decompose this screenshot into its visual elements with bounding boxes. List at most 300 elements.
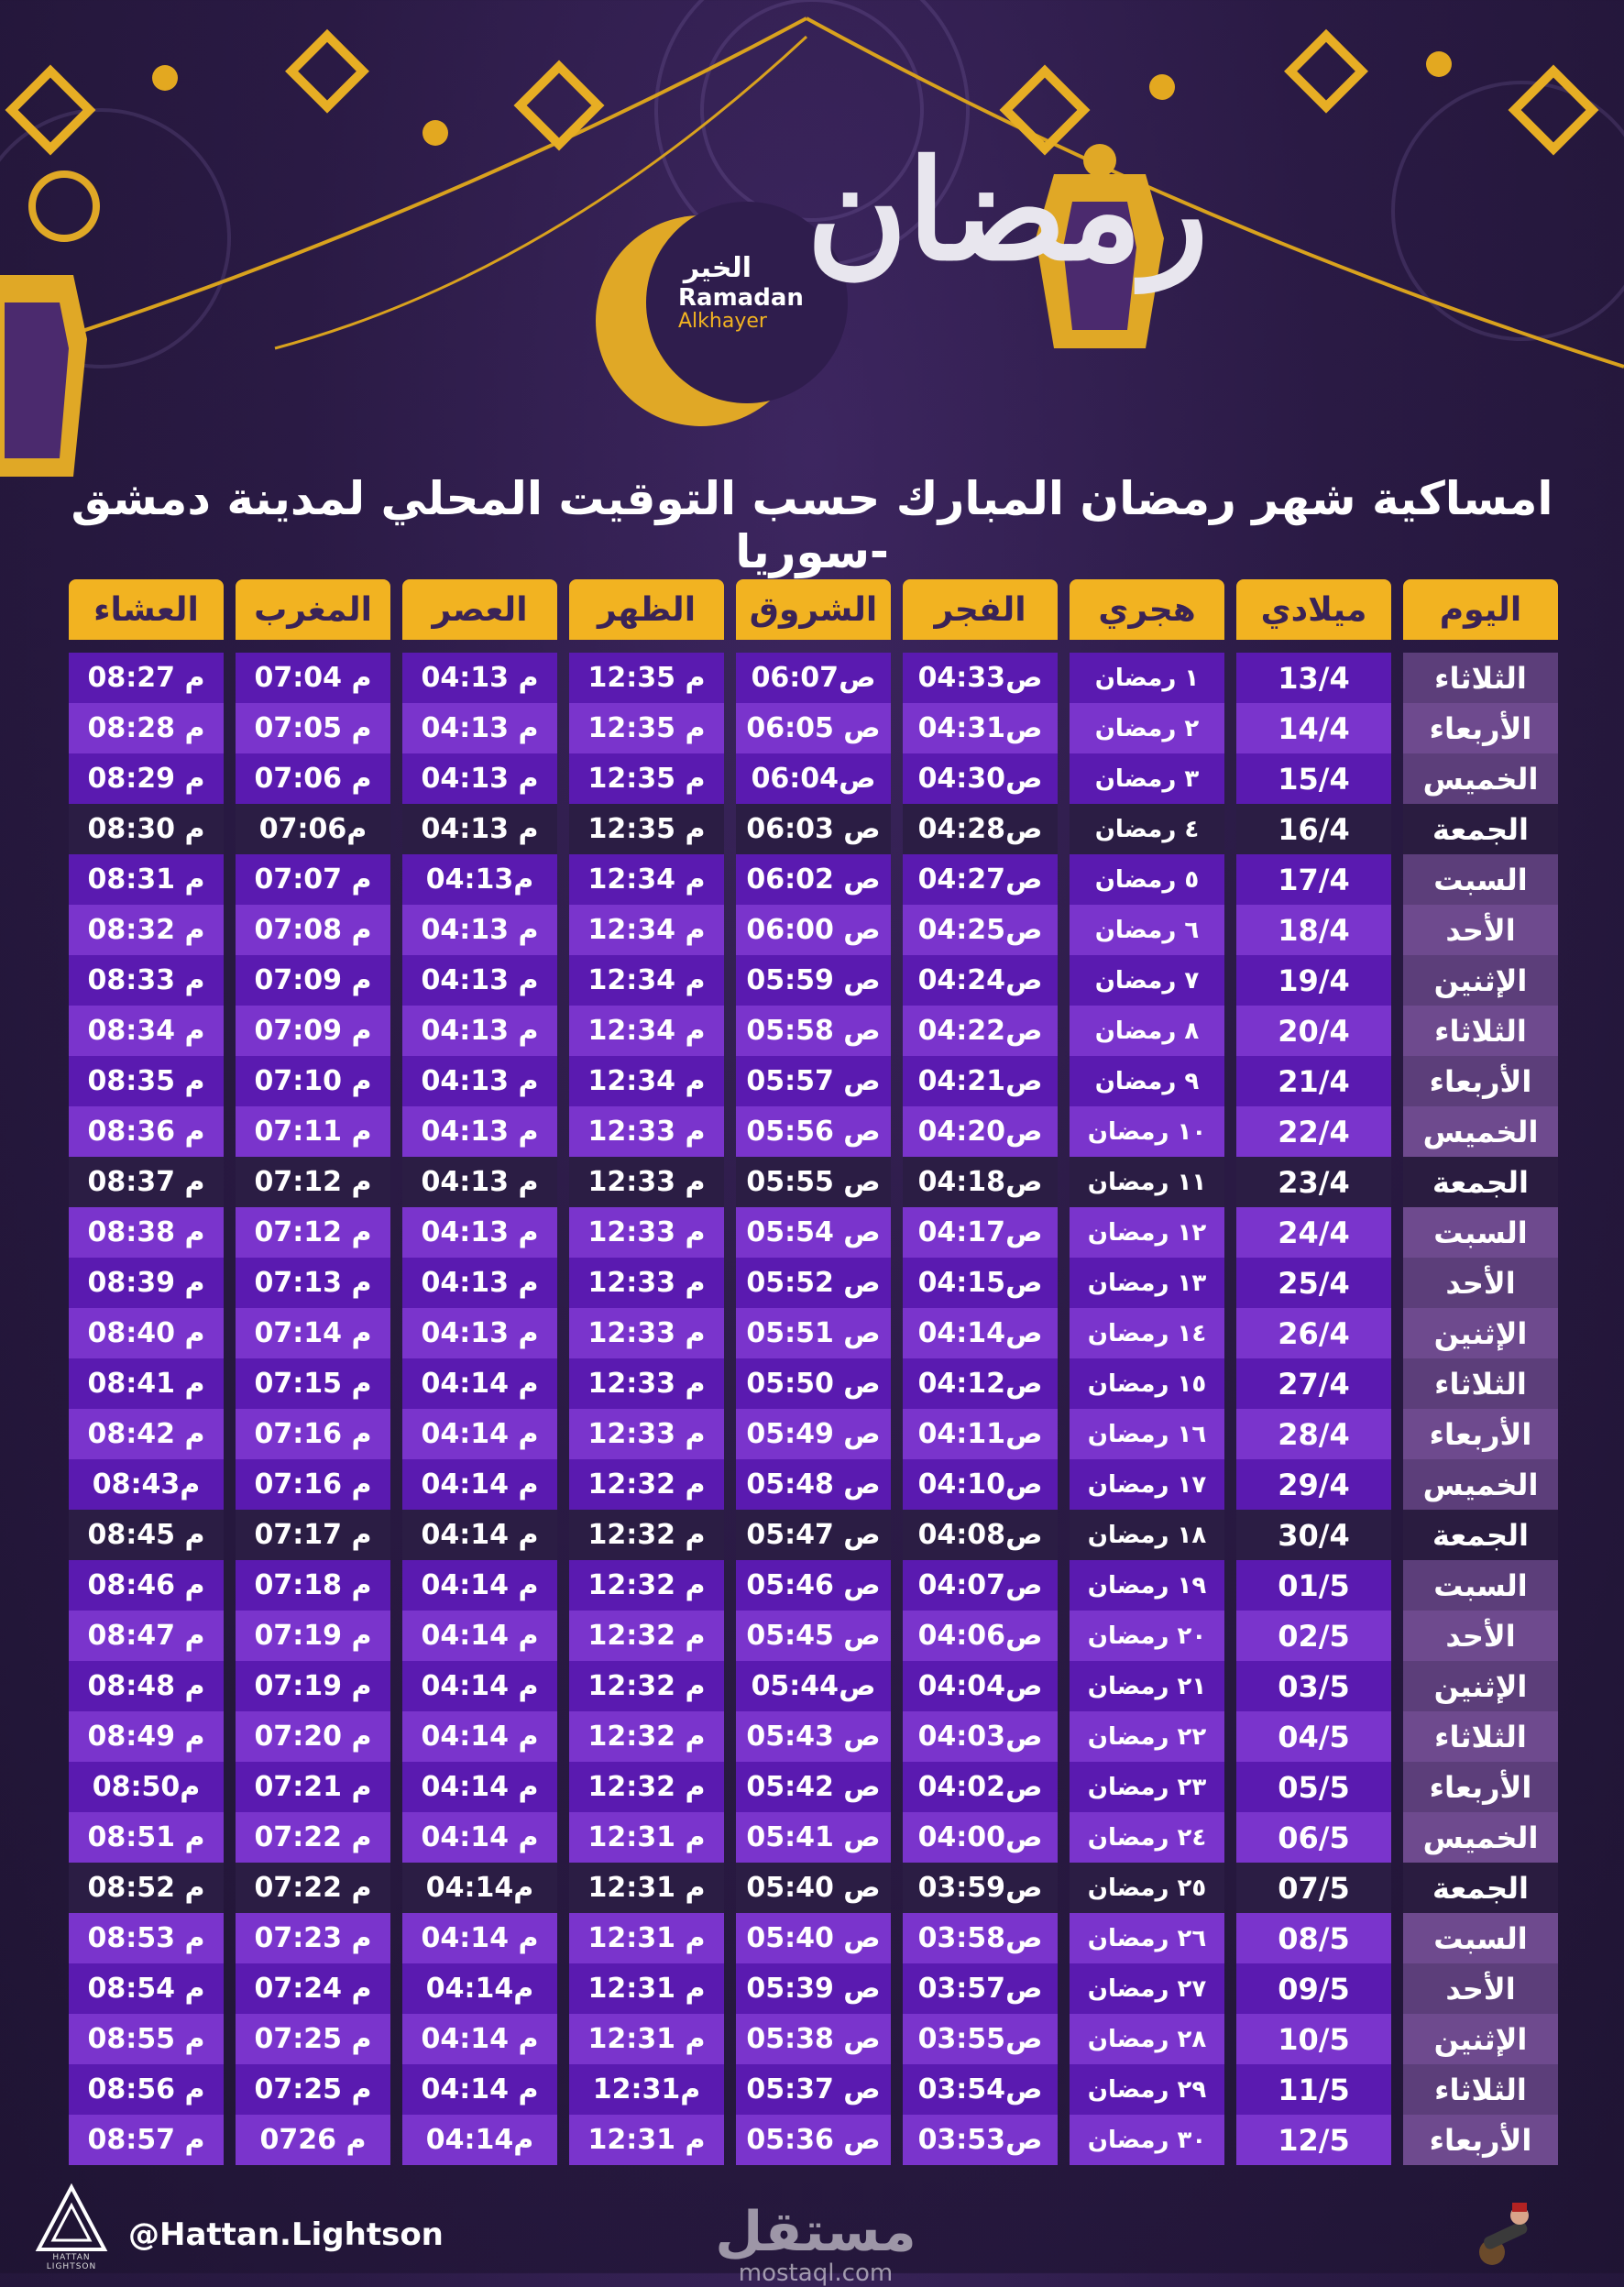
table-row [64,1711,1558,1762]
cell-isha: م 08:49 [69,1711,224,1762]
cell-gregorian: 07/5 [1236,1863,1391,1913]
cell-gregorian: 02/5 [1236,1611,1391,1661]
cell-gregorian: 01/5 [1236,1560,1391,1611]
cell-day: السبت [1403,1913,1558,1963]
cell-maghrib: م 07:19 [236,1611,390,1661]
table-row [64,1409,1558,1459]
cell-isha: م 08:33 [69,955,224,1006]
cell-dhuhr: م 12:33 [569,1308,724,1358]
cell-isha: م 08:36 [69,1106,224,1157]
cell-isha: م 08:57 [69,2115,224,2165]
imsakiya-table [64,579,1558,2165]
cell-asr: م 04:14 [402,2014,557,2064]
cell-hijri: ٢٣ رمضان [1070,1762,1224,1812]
cell-isha: م 08:27 [69,653,224,703]
cell-isha: م 08:55 [69,2014,224,2064]
cell-asr: م 04:14 [402,1661,557,1711]
cell-gregorian: 11/5 [1236,2064,1391,2115]
column-header-day: اليوم [1403,579,1558,640]
cell-dhuhr: م12:31 [569,2064,724,2115]
cell-hijri: ٢٠ رمضان [1070,1611,1224,1661]
table-row [64,703,1558,753]
cell-hijri: ٢٨ رمضان [1070,2014,1224,2064]
cell-gregorian: 12/5 [1236,2115,1391,2165]
cell-maghrib: م 07:07 [236,854,390,905]
cell-hijri: ٢٤ رمضان [1070,1812,1224,1863]
cell-maghrib: م 07:06 [236,753,390,804]
table-row [64,1106,1558,1157]
cell-hijri: ٢١ رمضان [1070,1661,1224,1711]
page-title: امساكية شهر رمضان المبارك حسب التوقيت المحلي لمدينة دمشق -سوريا [71,472,1553,578]
cell-dhuhr: م 12:32 [569,1459,724,1510]
cell-asr: م 04:14 [402,1812,557,1863]
cell-asr: م 04:14 [402,1459,557,1510]
cell-day: الإثنين [1403,1308,1558,1358]
cell-asr: م 04:14 [402,1913,557,1963]
cell-asr: م 04:14 [402,1510,557,1560]
cell-gregorian: 28/4 [1236,1409,1391,1459]
cell-fajr: ص04:02 [903,1762,1058,1812]
cell-hijri: ١ رمضان [1070,653,1224,703]
cell-fajr: ص04:21 [903,1056,1058,1106]
cell-gregorian: 18/4 [1236,905,1391,955]
cell-day: الإثنين [1403,1661,1558,1711]
table-row [64,1006,1558,1056]
logo-label: HATTAN LIGHTSON [46,2253,97,2271]
table-row [64,2064,1558,2115]
cell-hijri: ٢٦ رمضان [1070,1913,1224,1963]
cell-fajr: ص04:25 [903,905,1058,955]
cell-fajr: ص04:10 [903,1459,1058,1510]
cell-dhuhr: م 12:33 [569,1358,724,1409]
table-row [64,1207,1558,1258]
cell-hijri: ٢٢ رمضان [1070,1711,1224,1762]
cell-dhuhr: م 12:35 [569,804,724,854]
cell-dhuhr: م 12:31 [569,1863,724,1913]
cell-maghrib: م 07:11 [236,1106,390,1157]
cell-fajr: ص04:20 [903,1106,1058,1157]
cell-hijri: ٩ رمضان [1070,1056,1224,1106]
cell-fajr: ص04:06 [903,1611,1058,1661]
cell-day: الخميس [1403,1106,1558,1157]
cell-day: الأحد [1403,1258,1558,1308]
cell-day: الخميس [1403,1459,1558,1510]
cell-asr: م 04:13 [402,653,557,703]
cell-day: الجمعة [1403,1157,1558,1207]
cell-sunrise: ص 05:37 [736,2064,891,2115]
column-header-gregorian: ميلادي [1236,579,1391,640]
table-row [64,1611,1558,1661]
cell-hijri: ٢٥ رمضان [1070,1863,1224,1913]
cell-sunrise: ص 05:40 [736,1913,891,1963]
cell-asr: م 04:14 [402,1711,557,1762]
cell-fajr: ص03:58 [903,1913,1058,1963]
cell-maghrib: م 07:23 [236,1913,390,1963]
cell-dhuhr: م 12:32 [569,1611,724,1661]
table-row [64,1661,1558,1711]
table-row [64,1863,1558,1913]
cell-gregorian: 08/5 [1236,1913,1391,1963]
cell-gregorian: 22/4 [1236,1106,1391,1157]
cell-maghrib: م 07:09 [236,955,390,1006]
cell-hijri: ١١ رمضان [1070,1157,1224,1207]
cell-dhuhr: م 12:31 [569,1963,724,2014]
cell-isha: م 08:45 [69,1510,224,1560]
cell-fajr: ص03:59 [903,1863,1058,1913]
cell-sunrise: ص 05:38 [736,2014,891,2064]
cell-fajr: ص04:17 [903,1207,1058,1258]
cell-day: السبت [1403,1560,1558,1611]
cell-gregorian: 29/4 [1236,1459,1391,1510]
cell-maghrib: م 07:19 [236,1661,390,1711]
cell-sunrise: ص 05:43 [736,1711,891,1762]
table-row [64,1258,1558,1308]
cell-day: الثلاثاء [1403,653,1558,703]
cell-hijri: ٣ رمضان [1070,753,1224,804]
table-row [64,1056,1558,1106]
cell-sunrise: ص 05:52 [736,1258,891,1308]
cell-asr: م 04:13 [402,1207,557,1258]
cell-fajr: ص04:07 [903,1560,1058,1611]
cell-fajr: ص04:03 [903,1711,1058,1762]
cell-isha: م 08:39 [69,1258,224,1308]
cell-isha: م 08:29 [69,753,224,804]
cell-day: الإثنين [1403,2014,1558,2064]
cell-gregorian: 27/4 [1236,1358,1391,1409]
cell-sunrise: ص 06:00 [736,905,891,955]
logo-english-subtitle: Alkhayer [678,310,767,333]
cell-day: الجمعة [1403,1510,1558,1560]
cell-isha: م 08:35 [69,1056,224,1106]
cell-dhuhr: م 12:33 [569,1258,724,1308]
cell-isha: م 08:46 [69,1560,224,1611]
cell-day: الخميس [1403,753,1558,804]
cell-maghrib: م 07:12 [236,1157,390,1207]
cell-fajr: ص04:04 [903,1661,1058,1711]
cell-maghrib: م 07:04 [236,653,390,703]
cell-maghrib: م 07:10 [236,1056,390,1106]
cell-fajr: ص04:30 [903,753,1058,804]
cell-fajr: ص04:24 [903,955,1058,1006]
star-ornament-icon [12,36,1593,149]
cell-isha: م 08:34 [69,1006,224,1056]
cell-gregorian: 15/4 [1236,753,1391,804]
cell-maghrib: م 07:18 [236,1560,390,1611]
table-row [64,1157,1558,1207]
cell-day: الخميس [1403,1812,1558,1863]
cell-maghrib: م 07:12 [236,1207,390,1258]
cell-sunrise: ص 05:39 [736,1963,891,2014]
cell-day: الثلاثاء [1403,1711,1558,1762]
cell-asr: م 04:14 [402,1762,557,1812]
cell-maghrib: م 07:20 [236,1711,390,1762]
cell-hijri: ٥ رمضان [1070,854,1224,905]
cell-asr: م 04:14 [402,1560,557,1611]
cell-dhuhr: م 12:33 [569,1106,724,1157]
cell-asr: م04:14 [402,2115,557,2165]
cell-maghrib: م 07:17 [236,1510,390,1560]
cell-dhuhr: م 12:34 [569,1056,724,1106]
cell-asr: م 04:13 [402,804,557,854]
column-header-fajr: الفجر [903,579,1058,640]
table-row [64,1560,1558,1611]
cell-asr: م 04:13 [402,1258,557,1308]
cell-hijri: ١٥ رمضان [1070,1358,1224,1409]
cell-hijri: ١٩ رمضان [1070,1560,1224,1611]
cell-hijri: ١٤ رمضان [1070,1308,1224,1358]
cell-day: السبت [1403,1207,1558,1258]
cell-isha: م 08:54 [69,1963,224,2014]
cell-asr: م04:14 [402,1863,557,1913]
cell-asr: م 04:13 [402,1056,557,1106]
cell-sunrise: ص 05:41 [736,1812,891,1863]
cell-maghrib: م 07:24 [236,1963,390,2014]
table-row [64,955,1558,1006]
cell-sunrise: ص 05:57 [736,1056,891,1106]
cell-isha: م 08:42 [69,1409,224,1459]
cell-asr: م 04:14 [402,2064,557,2115]
cell-dhuhr: م 12:32 [569,1711,724,1762]
cell-isha: م 08:32 [69,905,224,955]
column-header-maghrib: المغرب [236,579,390,640]
cell-isha: م 08:31 [69,854,224,905]
logo-english: Ramadan [678,284,804,312]
cell-fajr: ص04:00 [903,1812,1058,1863]
cell-gregorian: 23/4 [1236,1157,1391,1207]
cell-isha: م 08:56 [69,2064,224,2115]
ramadan-cannon-icon [1466,2195,1540,2269]
table-row [64,1963,1558,2014]
cell-sunrise: ص 05:45 [736,1611,891,1661]
cell-hijri: ٢ رمضان [1070,703,1224,753]
cell-dhuhr: م 12:34 [569,854,724,905]
table-row [64,653,1558,703]
cell-gregorian: 26/4 [1236,1308,1391,1358]
cell-fajr: ص04:31 [903,703,1058,753]
cell-gregorian: 20/4 [1236,1006,1391,1056]
table-body [64,653,1558,2165]
cell-gregorian: 04/5 [1236,1711,1391,1762]
cell-maghrib: م 07:08 [236,905,390,955]
cell-sunrise: ص05:44 [736,1661,891,1711]
column-header-hijri: هجري [1070,579,1224,640]
table-row [64,1762,1558,1812]
column-header-dhuhr: الظهر [569,579,724,640]
cell-sunrise: ص 05:51 [736,1308,891,1358]
cell-fajr: ص04:28 [903,804,1058,854]
cell-maghrib: م 07:09 [236,1006,390,1056]
cell-hijri: ٦ رمضان [1070,905,1224,955]
cell-asr: م04:13 [402,854,557,905]
cell-day: الأربعاء [1403,1409,1558,1459]
cell-fajr: ص03:55 [903,2014,1058,2064]
cell-maghrib: م 0726 [236,2115,390,2165]
table-row [64,905,1558,955]
cell-sunrise: ص 05:54 [736,1207,891,1258]
cell-fajr: ص04:15 [903,1258,1058,1308]
mostaql-watermark [697,2200,935,2287]
cell-asr: م 04:13 [402,1106,557,1157]
table-row [64,1308,1558,1358]
ramadan-alkhayer-logo [678,252,816,333]
cell-isha: م 08:40 [69,1308,224,1358]
cell-isha: م 08:38 [69,1207,224,1258]
table-row [64,753,1558,804]
cell-maghrib: م 07:25 [236,2064,390,2115]
cell-dhuhr: م 12:32 [569,1560,724,1611]
cell-dhuhr: م 12:35 [569,653,724,703]
cell-isha: م 08:47 [69,1611,224,1661]
cell-hijri: ٢٧ رمضان [1070,1963,1224,2014]
cell-dhuhr: م 12:33 [569,1157,724,1207]
cell-day: السبت [1403,854,1558,905]
cell-sunrise: ص 05:48 [736,1459,891,1510]
cell-sunrise: ص 05:46 [736,1560,891,1611]
cell-day: الإثنين [1403,955,1558,1006]
watermark-arabic: مستقل [715,2200,916,2264]
cell-gregorian: 13/4 [1236,653,1391,703]
cell-gregorian: 03/5 [1236,1661,1391,1711]
cell-isha: م 08:53 [69,1913,224,1963]
cell-isha: م 08:30 [69,804,224,854]
cell-maghrib: م 07:15 [236,1358,390,1409]
cell-dhuhr: م 12:34 [569,1006,724,1056]
table-row [64,2115,1558,2165]
cell-dhuhr: م 12:31 [569,1913,724,1963]
cell-gregorian: 16/4 [1236,804,1391,854]
cell-dhuhr: م 12:32 [569,1661,724,1711]
cell-asr: م04:14 [402,1963,557,2014]
cell-day: الأربعاء [1403,1056,1558,1106]
cell-maghrib: م 07:21 [236,1762,390,1812]
cell-fajr: ص04:08 [903,1510,1058,1560]
cell-day: الثلاثاء [1403,1006,1558,1056]
cell-asr: م 04:14 [402,1358,557,1409]
lantern-icon [0,275,87,477]
cell-asr: م 04:13 [402,955,557,1006]
cell-sunrise: ص 05:56 [736,1106,891,1157]
cell-hijri: ١٦ رمضان [1070,1409,1224,1459]
table-row [64,1459,1558,1510]
cell-day: الأحد [1403,1611,1558,1661]
cell-asr: م 04:13 [402,703,557,753]
table-row [64,1510,1558,1560]
table-header-row [64,579,1558,640]
cell-maghrib: م 07:14 [236,1308,390,1358]
logo-arabic: الخير [683,252,752,284]
cell-dhuhr: م 12:31 [569,2115,724,2165]
cell-sunrise: ص 06:02 [736,854,891,905]
cell-hijri: ١٣ رمضان [1070,1258,1224,1308]
hattan-lightson-logo-icon [35,2183,108,2257]
cell-fajr: ص04:14 [903,1308,1058,1358]
cell-day: الأربعاء [1403,703,1558,753]
cell-dhuhr: م 12:32 [569,1510,724,1560]
watermark-url: mostaql.com [738,2260,894,2287]
cell-gregorian: 21/4 [1236,1056,1391,1106]
cell-isha: م 08:41 [69,1358,224,1409]
cell-sunrise: ص06:04 [736,753,891,804]
cell-isha: م 08:37 [69,1157,224,1207]
cell-asr: م 04:13 [402,905,557,955]
cell-hijri: ٤ رمضان [1070,804,1224,854]
table-row [64,2014,1558,2064]
table-row [64,854,1558,905]
table-row [64,1812,1558,1863]
cell-hijri: ١٢ رمضان [1070,1207,1224,1258]
cell-maghrib: م 07:22 [236,1812,390,1863]
cell-sunrise: ص06:07 [736,653,891,703]
cell-sunrise: ص 06:05 [736,703,891,753]
cell-asr: م 04:14 [402,1409,557,1459]
cell-gregorian: 25/4 [1236,1258,1391,1308]
table-row [64,804,1558,854]
column-header-asr: العصر [402,579,557,640]
cell-isha: م08:50 [69,1762,224,1812]
cell-asr: م 04:13 [402,1157,557,1207]
cell-maghrib: م 07:16 [236,1459,390,1510]
cell-gregorian: 30/4 [1236,1510,1391,1560]
cell-fajr: ص04:33 [903,653,1058,703]
cell-sunrise: ص 05:50 [736,1358,891,1409]
cell-isha: م 08:48 [69,1661,224,1711]
cell-dhuhr: م 12:32 [569,1762,724,1812]
cell-maghrib: م 07:25 [236,2014,390,2064]
cell-dhuhr: م 12:35 [569,753,724,804]
cell-hijri: ١٠ رمضان [1070,1106,1224,1157]
cell-day: الثلاثاء [1403,1358,1558,1409]
cell-gregorian: 24/4 [1236,1207,1391,1258]
cell-day: الثلاثاء [1403,2064,1558,2115]
cell-fajr: ص04:22 [903,1006,1058,1056]
cell-hijri: ٧ رمضان [1070,955,1224,1006]
cell-hijri: ١٧ رمضان [1070,1459,1224,1510]
cell-asr: م 04:13 [402,753,557,804]
cell-maghrib: م 07:05 [236,703,390,753]
cell-sunrise: ص 05:49 [736,1409,891,1459]
cell-fajr: ص04:18 [903,1157,1058,1207]
cell-dhuhr: م 12:35 [569,703,724,753]
cell-fajr: ص04:27 [903,854,1058,905]
cell-hijri: ٨ رمضان [1070,1006,1224,1056]
cell-sunrise: ص 05:59 [736,955,891,1006]
cell-day: الأربعاء [1403,1762,1558,1812]
table-row [64,1913,1558,1963]
cell-sunrise: ص 05:42 [736,1762,891,1812]
cell-gregorian: 06/5 [1236,1812,1391,1863]
ramadan-calligraphy: رمضان [807,130,1209,291]
cell-gregorian: 14/4 [1236,703,1391,753]
cell-day: الأربعاء [1403,2115,1558,2165]
cell-gregorian: 05/5 [1236,1762,1391,1812]
cell-hijri: ٢٩ رمضان [1070,2064,1224,2115]
cell-fajr: ص04:11 [903,1409,1058,1459]
designer-handle: @Hattan.Lightson [128,2216,444,2253]
cell-sunrise: ص 06:03 [736,804,891,854]
table-row [64,1358,1558,1409]
cell-asr: م 04:14 [402,1611,557,1661]
cell-dhuhr: م 12:34 [569,905,724,955]
cell-day: الجمعة [1403,1863,1558,1913]
cell-hijri: ١٨ رمضان [1070,1510,1224,1560]
cell-maghrib: م 07:13 [236,1258,390,1308]
cell-dhuhr: م 12:33 [569,1409,724,1459]
cell-maghrib: م 07:16 [236,1409,390,1459]
cell-fajr: ص03:57 [903,1963,1058,2014]
cell-sunrise: ص 05:36 [736,2115,891,2165]
cell-gregorian: 09/5 [1236,1963,1391,2014]
cell-day: الأحد [1403,905,1558,955]
